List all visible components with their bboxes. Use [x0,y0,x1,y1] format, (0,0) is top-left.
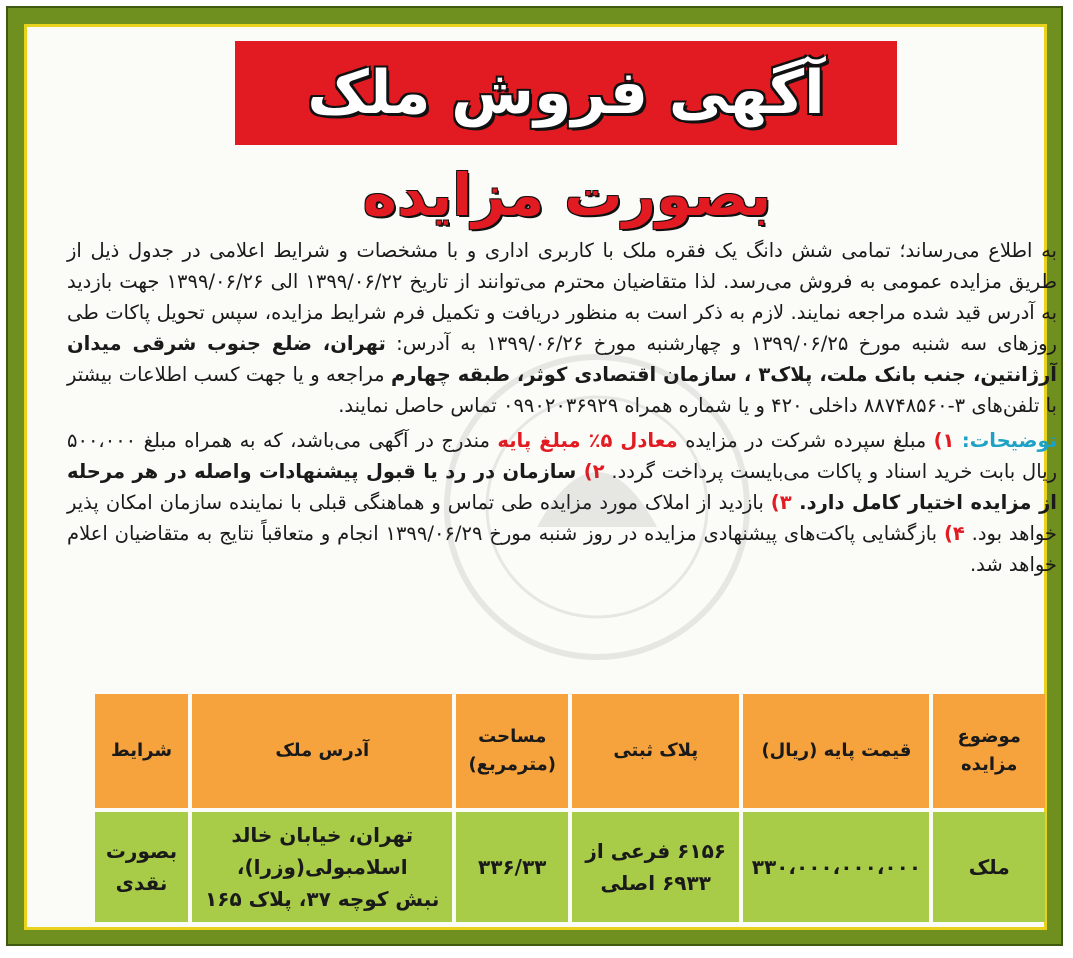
note-2-text: سازمان در رد یا قبول پیشنهادات واصله در هر مرحله از مزایده اختیار کامل دارد. [67,460,1057,514]
notes-label: توضیحات: [961,429,1058,452]
header-area [456,694,568,808]
header-base-price: قیمت پایه (ریال) [743,694,929,808]
note-1-highlight: معادل ۵٪ مبلغ پایه [497,429,678,452]
ad-body [67,235,1057,580]
auction-table-wrapper [91,690,1049,924]
note-4-number: ۴) [943,522,965,545]
table-header-row [95,694,1045,808]
cell-plaque-line1: ۶۱۵۶ فرعی از [585,839,726,863]
cell-terms-line1: بصورت [105,839,178,863]
intro-text-2: مراجعه و یا جهت کسب اطلاعات بیشتر با تلفن‌های ۳-۸۸۷۴۸۵۶۰ داخلی ۴۲۰ و یا شماره همراه ۰۹۹۰۲۰۳۶۹۲۹ تماس حاصل نمایند. [67,363,1057,417]
note-2-number: ۲) [583,460,605,483]
table-row [95,812,1045,922]
cell-address-line2: نبش کوچه ۳۷، پلاک ۱۶۵ [205,887,440,911]
cell-address [192,812,452,922]
note-1-rest: مندرج در آگهی می‌باشد، که به همراه مبلغ ۵۰۰،۰۰۰ ریال بابت خرید اسناد و پاکات می‌بایست پرداخت گردد. [67,429,1058,483]
intro-paragraph [67,235,1057,421]
note-3-number: ۳) [770,491,792,514]
cell-terms-line2: نقدی [115,871,168,895]
cell-address-line1: تهران، خیابان خالد اسلامبولی(وزرا)، [231,823,414,879]
note-4-text: بازگشایی پاکت‌های پیشنهادی مزایده در روز شنبه مورخ ۱۳۹۹/۰۶/۲۹ انجام و متعاقباً نتایج به متقاضیان اعلام خواهد شد. [67,522,1057,576]
cell-subject: ملک [933,812,1045,922]
header-address: آدرس ملک [192,694,452,808]
header-plaque: پلاک ثبتی [572,694,739,808]
note-1-number: ۱) [933,429,955,452]
header-area-title: مساحت [478,726,547,747]
cell-plaque-line2: ۶۹۳۳ اصلی [600,871,711,895]
intro-text-1: به اطلاع می‌رساند؛ تمامی شش دانگ یک فقره ملک با کاربری اداری و با مشخصات و شرایط اعلامی در جدول ذیل از طریق مزایده عمومی به فروش می‌رسد. لذا متقاضیان محترم می‌توانند از تاریخ ۱۳۹۹/۰۶/۲۲ الی ۱۳۹۹/۰۶/۲۶ جهت بازدید به آدرس قید شده مراجعه نمایند. لازم به ذکر است به منظور دریافت و تکمیل فرم شرایط مزایده، سپس تحویل پاکات طی روزهای سه شنبه مورخ ۱۳۹۹/۰۶/۲۵ و چهارشنبه مورخ ۱۳۹۹/۰۶/۲۶ به آدرس: [67,239,1057,355]
auction-table [91,690,1049,926]
title-banner [235,41,897,145]
intro-address: تهران، ضلع جنوب شرقی میدان آرژانتین، جنب بانک ملت، پلاک۳ ، سازمان اقتصادی کوثر، طبقه چهارم [67,332,1057,386]
ad-title: آگهی فروش ملک [307,58,825,128]
cell-area: ۳۳۶/۳۳ [456,812,568,922]
notes-paragraph [67,425,1057,580]
ad-subtitle: بصورت مزایده [362,161,772,229]
cell-terms [95,812,188,922]
cell-base-price: ۳۳۰،۰۰۰،۰۰۰،۰۰۰ [743,812,929,922]
header-terms: شرایط [95,694,188,808]
note-3-text: بازدید از املاک مورد مزایده طی تماس و هماهنگی قبلی با نماینده سازمان امکان پذیر خواهد بود. [67,491,1057,545]
ad-panel [24,24,1058,930]
cell-plaque [572,812,739,922]
header-subject: موضوع مزایده [933,694,1045,808]
header-area-unit: (مترمربع) [468,754,556,775]
note-1-text: مبلغ سپرده شرکت در مزایده [677,429,934,452]
